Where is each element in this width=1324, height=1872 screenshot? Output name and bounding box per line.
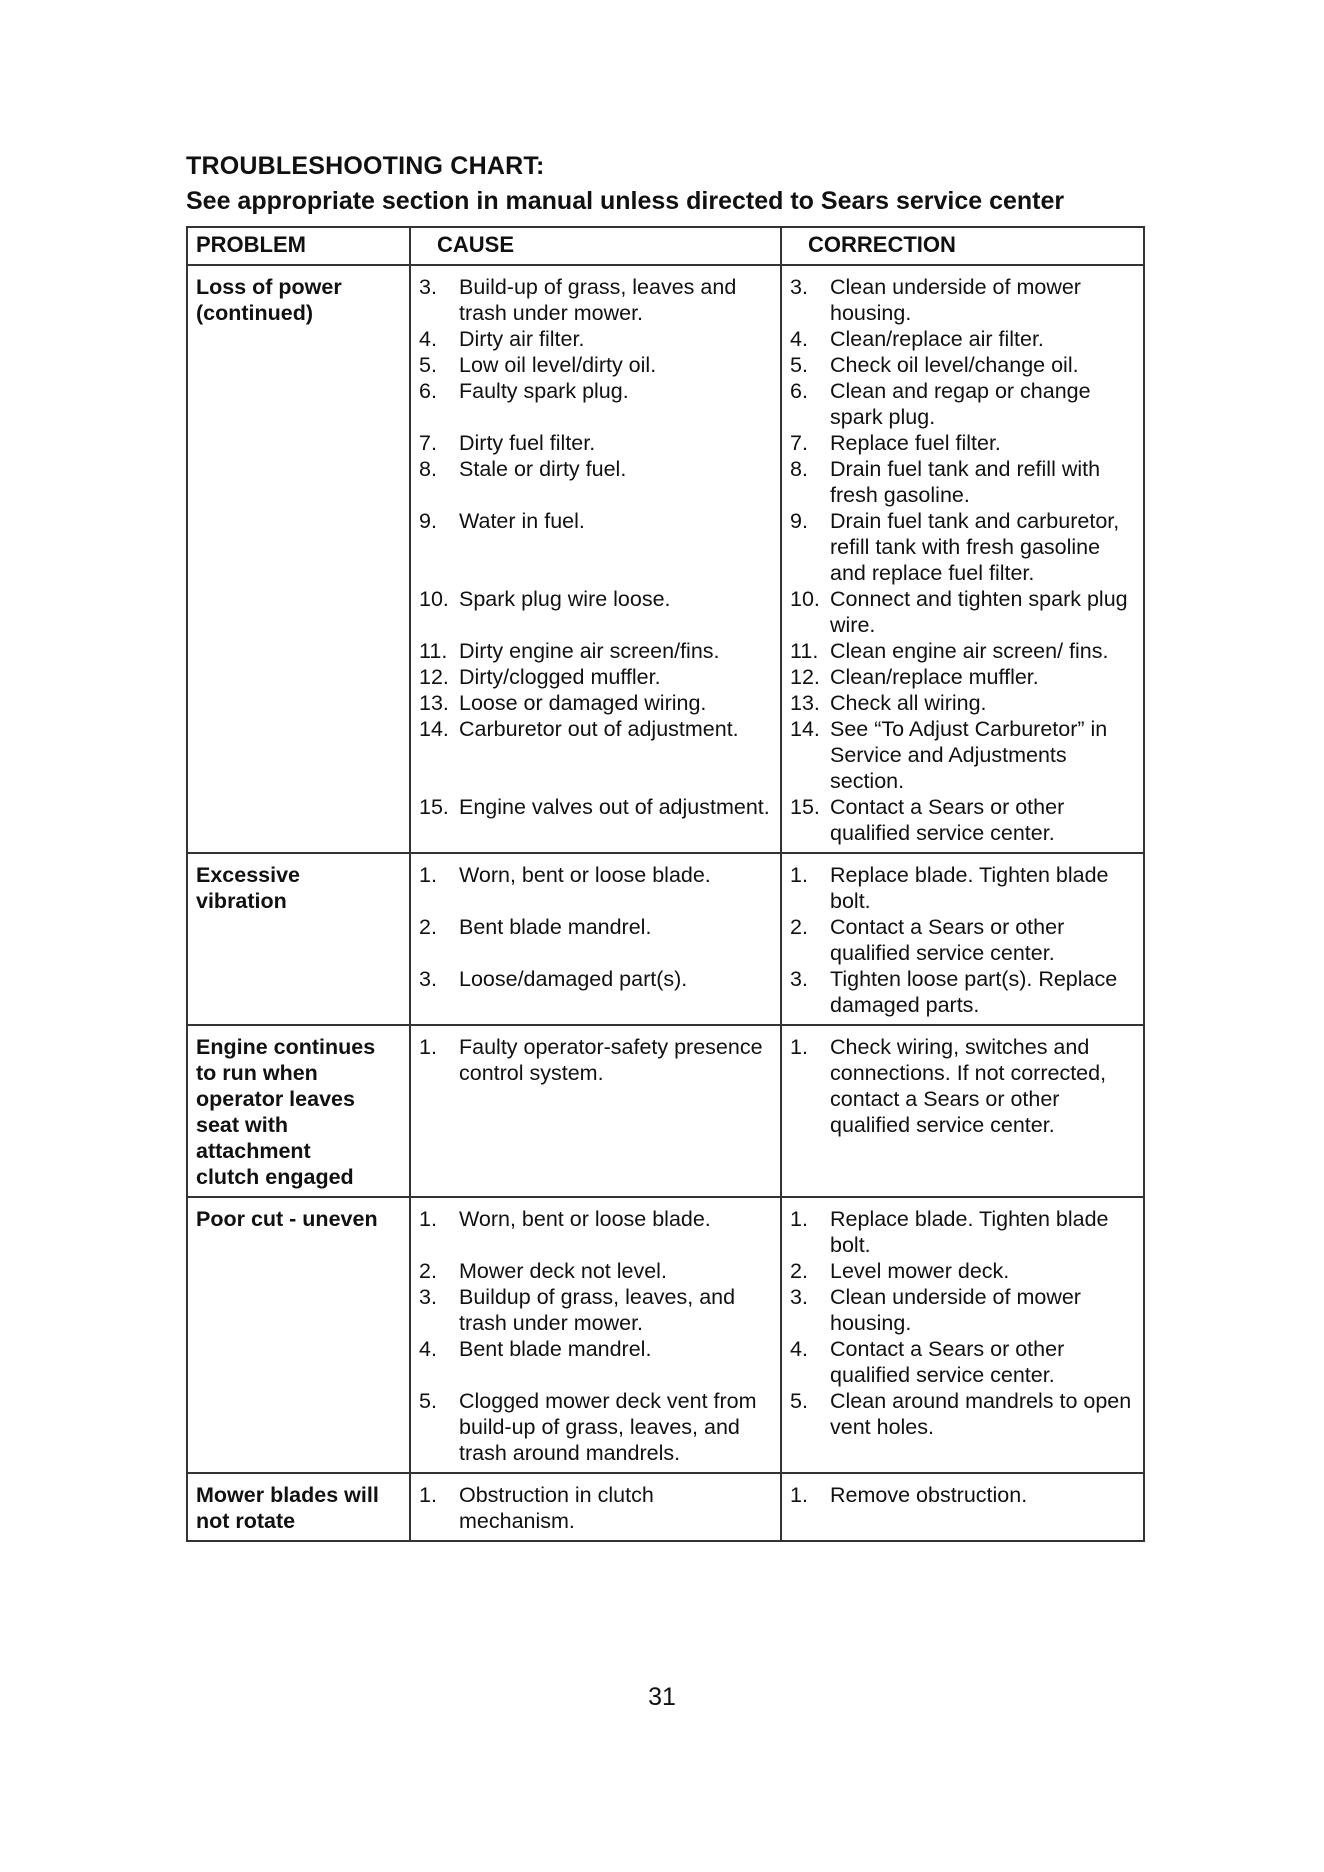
cause-list [419, 862, 774, 1018]
cause-number: 1. [419, 1483, 437, 1507]
problem-line: Engine continues [196, 1035, 376, 1059]
cause-number: 8. [419, 457, 437, 481]
cause-number: 13. [419, 691, 449, 715]
correction-number: 3. [790, 275, 808, 299]
correction-text: Contact a Sears or other qualified service center. [830, 915, 1065, 965]
correction-number: 7. [790, 431, 808, 455]
cause-item [419, 326, 774, 352]
correction-number: 14. [790, 717, 820, 741]
cause-item [419, 1388, 774, 1466]
correction-number: 5. [790, 353, 808, 377]
table-header-row [187, 227, 1144, 265]
cause-item [419, 456, 774, 508]
cause-item [419, 914, 774, 966]
cause-number: 12. [419, 665, 449, 689]
correction-text: Replace blade. Tighten blade bolt. [830, 1207, 1109, 1257]
correction-item [790, 326, 1137, 352]
table-row [187, 1025, 1144, 1197]
problem-cell [187, 1197, 410, 1473]
correction-item [790, 508, 1137, 586]
cause-text: Water in fuel. [459, 509, 585, 533]
correction-number: 2. [790, 1259, 808, 1283]
correction-text: Drain fuel tank and refill with fresh gasoline. [830, 457, 1101, 507]
cause-item [419, 378, 774, 430]
correction-item [790, 1482, 1137, 1534]
cause-text: Mower deck not level. [459, 1259, 667, 1283]
cause-text: Bent blade mandrel. [459, 915, 652, 939]
correction-item [790, 352, 1137, 378]
cause-text: Dirty fuel filter. [459, 431, 596, 455]
correction-text: Contact a Sears or other qualified service center. [830, 1337, 1065, 1387]
cause-item [419, 352, 774, 378]
header-problem: PROBLEM [187, 227, 410, 265]
correction-text: Check all wiring. [830, 691, 987, 715]
problem-cell [187, 853, 410, 1025]
correction-number: 4. [790, 327, 808, 351]
problem-line: Poor cut - uneven [196, 1207, 378, 1231]
problem-line: (continued) [196, 301, 314, 325]
cause-text: Bent blade mandrel. [459, 1337, 652, 1361]
cause-text: Buildup of grass, leaves, and trash under mower. [459, 1285, 736, 1335]
correction-item [790, 664, 1137, 690]
correction-number: 11. [790, 639, 819, 663]
cause-text: Obstruction in clutch mechanism. [459, 1483, 654, 1533]
correction-item [790, 690, 1137, 716]
cause-item [419, 1206, 774, 1258]
cause-item [419, 966, 774, 1018]
correction-cell [781, 1473, 1144, 1541]
correction-item [790, 794, 1137, 846]
correction-item [790, 456, 1137, 508]
correction-item [790, 586, 1137, 638]
troubleshooting-table [186, 226, 1145, 1542]
cause-cell [410, 1025, 781, 1197]
correction-number: 3. [790, 1285, 808, 1309]
cause-cell [410, 1473, 781, 1541]
table-body [187, 265, 1144, 1541]
correction-item [790, 914, 1137, 966]
problem-line: Loss of power [196, 275, 342, 299]
cause-number: 4. [419, 1337, 437, 1361]
correction-item [790, 1388, 1137, 1466]
correction-text: Connect and tighten spark plug wire. [830, 587, 1128, 637]
correction-cell [781, 853, 1144, 1025]
cause-item [419, 1336, 774, 1388]
cause-text: Clogged mower deck vent from build-up of grass, leaves, and trash around mandrels. [459, 1389, 757, 1465]
correction-text: Clean/replace air filter. [830, 327, 1044, 351]
cause-item [419, 862, 774, 914]
cause-number: 6. [419, 379, 437, 403]
correction-item [790, 716, 1137, 794]
correction-list [790, 1206, 1137, 1466]
correction-number: 10. [790, 587, 820, 611]
cause-text: Dirty engine air screen/fins. [459, 639, 720, 663]
correction-text: Clean underside of mower housing. [830, 1285, 1081, 1335]
correction-item [790, 638, 1137, 664]
problem-cell [187, 265, 410, 853]
cause-text: Faulty spark plug. [459, 379, 629, 403]
cause-number: 3. [419, 1285, 437, 1309]
cause-list [419, 274, 774, 846]
correction-number: 9. [790, 509, 808, 533]
cause-list [419, 1482, 774, 1534]
cause-number: 4. [419, 327, 437, 351]
cause-number: 10. [419, 587, 449, 611]
correction-number: 8. [790, 457, 808, 481]
correction-number: 2. [790, 915, 808, 939]
correction-list [790, 1034, 1137, 1138]
correction-number: 4. [790, 1337, 808, 1361]
cause-number: 2. [419, 1259, 437, 1283]
problem-line: vibration [196, 889, 287, 913]
cause-item [419, 716, 774, 794]
correction-item [790, 1258, 1137, 1284]
cause-item [419, 1034, 774, 1138]
problem-line: seat with [196, 1113, 288, 1137]
table-row [187, 1473, 1144, 1541]
correction-number: 1. [790, 1207, 808, 1231]
cause-item [419, 274, 774, 326]
cause-number: 11. [419, 639, 448, 663]
cause-number: 1. [419, 1035, 437, 1059]
problem-line: to run when [196, 1061, 318, 1085]
header-cause: CAUSE [410, 227, 781, 265]
header-correction: CORRECTION [781, 227, 1144, 265]
correction-item [790, 1034, 1137, 1138]
correction-text: Tighten loose part(s). Replace damaged parts. [830, 967, 1118, 1017]
cause-number: 9. [419, 509, 437, 533]
correction-number: 1. [790, 1483, 808, 1507]
correction-text: Clean engine air screen/ fins. [830, 639, 1109, 663]
correction-text: Clean/replace muffler. [830, 665, 1039, 689]
cause-item [419, 1258, 774, 1284]
cause-text: Worn, bent or loose blade. [459, 1207, 711, 1231]
cause-text: Faulty operator-safety presence control system. [459, 1035, 763, 1085]
correction-text: Clean around mandrels to open vent holes. [830, 1389, 1132, 1439]
correction-number: 15. [790, 795, 820, 819]
correction-item [790, 1284, 1137, 1336]
cause-text: Loose/damaged part(s). [459, 967, 688, 991]
cause-item [419, 586, 774, 638]
problem-line: Excessive [196, 863, 301, 887]
cause-text: Worn, bent or loose blade. [459, 863, 711, 887]
cause-text: Dirty air filter. [459, 327, 585, 351]
correction-cell [781, 1197, 1144, 1473]
cause-text: Dirty/clogged muffler. [459, 665, 661, 689]
page-number: 31 [648, 1683, 676, 1711]
correction-item [790, 966, 1137, 1018]
cause-list [419, 1206, 774, 1466]
cause-text: Build-up of grass, leaves and trash under mower. [459, 275, 737, 325]
cause-item [419, 690, 774, 716]
cause-number: 3. [419, 275, 437, 299]
cause-cell [410, 265, 781, 853]
correction-number: 13. [790, 691, 820, 715]
cause-text: Loose or damaged wiring. [459, 691, 707, 715]
problem-line: not rotate [196, 1509, 296, 1533]
correction-item [790, 862, 1137, 914]
cause-cell [410, 1197, 781, 1473]
problem-line: operator leaves [196, 1087, 355, 1111]
correction-list [790, 274, 1137, 846]
correction-text: Remove obstruction. [830, 1483, 1028, 1507]
cause-number: 15. [419, 795, 449, 819]
correction-cell [781, 265, 1144, 853]
cause-number: 7. [419, 431, 437, 455]
cause-text: Carburetor out of adjustment. [459, 717, 739, 741]
correction-number: 1. [790, 863, 808, 887]
page-subtitle: See appropriate section in manual unless directed to Sears service center [186, 187, 1065, 215]
correction-list [790, 862, 1137, 1018]
correction-number: 5. [790, 1389, 808, 1413]
cause-item [419, 638, 774, 664]
cause-item [419, 794, 774, 846]
cause-number: 1. [419, 863, 437, 887]
cause-number: 1. [419, 1207, 437, 1231]
cause-text: Spark plug wire loose. [459, 587, 671, 611]
correction-text: Level mower deck. [830, 1259, 1010, 1283]
problem-cell [187, 1025, 410, 1197]
cause-number: 5. [419, 353, 437, 377]
correction-text: See “To Adjust Carburetor” in Service and Adjustments section. [830, 717, 1108, 793]
correction-number: 1. [790, 1035, 808, 1059]
table-row [187, 853, 1144, 1025]
correction-text: Check oil level/change oil. [830, 353, 1079, 377]
cause-item [419, 664, 774, 690]
correction-text: Replace fuel filter. [830, 431, 1001, 455]
correction-item [790, 430, 1137, 456]
cause-number: 5. [419, 1389, 437, 1413]
correction-number: 12. [790, 665, 820, 689]
correction-text: Check wiring, switches and connections. If not corrected, contact a Sears or other qualified service center. [830, 1035, 1107, 1137]
correction-text: Contact a Sears or other qualified service center. [830, 795, 1065, 845]
cause-item [419, 1482, 774, 1534]
problem-cell [187, 1473, 410, 1541]
correction-cell [781, 1025, 1144, 1197]
correction-item [790, 274, 1137, 326]
correction-text: Clean underside of mower housing. [830, 275, 1081, 325]
cause-number: 2. [419, 915, 437, 939]
cause-text: Stale or dirty fuel. [459, 457, 627, 481]
page-title: TROUBLESHOOTING CHART: [186, 152, 545, 180]
correction-item [790, 378, 1137, 430]
cause-list [419, 1034, 774, 1138]
correction-number: 6. [790, 379, 808, 403]
table-row [187, 265, 1144, 853]
correction-item [790, 1206, 1137, 1258]
correction-text: Drain fuel tank and carburetor, refill tank with fresh gasoline and replace fuel filter. [830, 509, 1120, 585]
problem-line: Mower blades will [196, 1483, 379, 1507]
cause-text: Engine valves out of adjustment. [459, 795, 770, 819]
correction-text: Replace blade. Tighten blade bolt. [830, 863, 1109, 913]
correction-item [790, 1336, 1137, 1388]
cause-text: Low oil level/dirty oil. [459, 353, 657, 377]
correction-number: 3. [790, 967, 808, 991]
cause-item [419, 508, 774, 586]
correction-text: Clean and regap or change spark plug. [830, 379, 1091, 429]
cause-cell [410, 853, 781, 1025]
cause-number: 14. [419, 717, 449, 741]
cause-number: 3. [419, 967, 437, 991]
problem-line: clutch engaged [196, 1165, 354, 1189]
problem-line: attachment [196, 1139, 311, 1163]
correction-list [790, 1482, 1137, 1534]
table-row [187, 1197, 1144, 1473]
cause-item [419, 1284, 774, 1336]
cause-item [419, 430, 774, 456]
